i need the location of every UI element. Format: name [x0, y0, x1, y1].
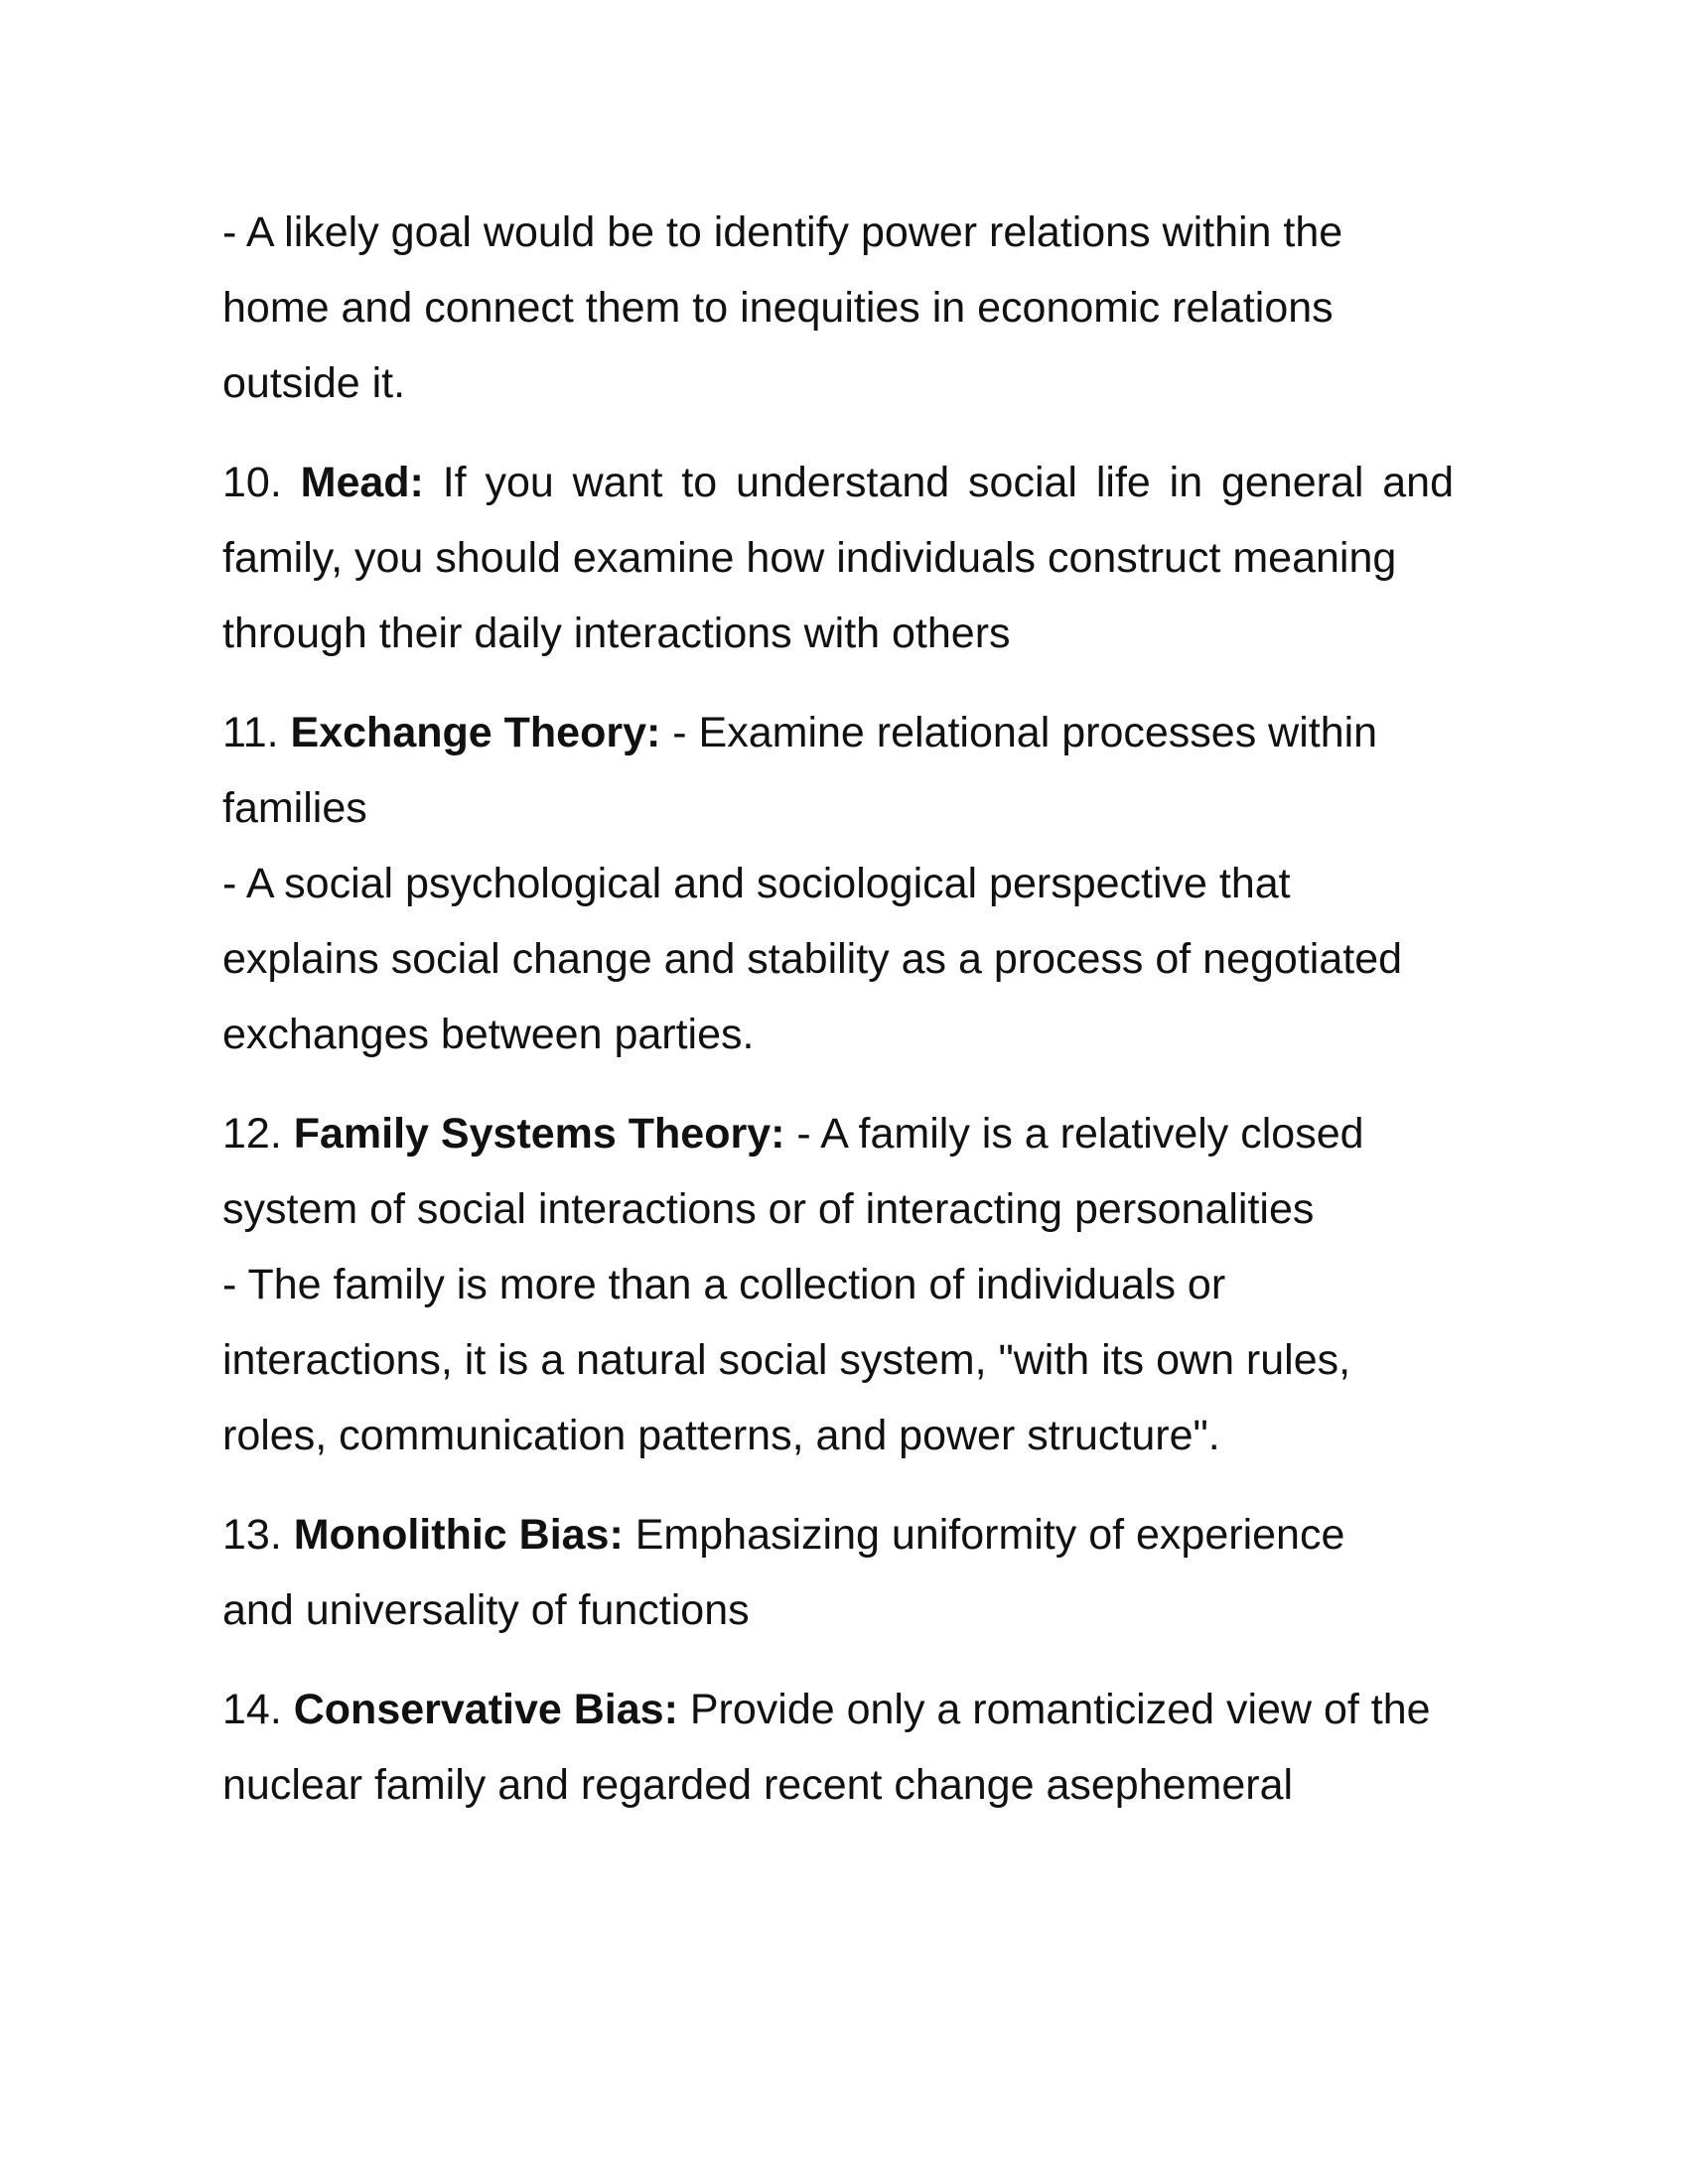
text-line — [222, 1096, 1454, 1171]
text-line — [222, 1497, 1454, 1572]
text-line: home and connect them to inequities in economic relations — [222, 284, 1334, 332]
item-number: 11. — [222, 709, 279, 756]
list-item-11-exchange-theory — [222, 695, 1454, 1072]
list-item-13-monolithic-bias — [222, 1497, 1454, 1648]
item-text: - A family is a relatively closed — [796, 1110, 1364, 1158]
paragraph-power-relations — [222, 195, 1454, 421]
text-line — [222, 1672, 1454, 1747]
item-term: Conservative Bias: — [293, 1686, 678, 1733]
text-line: interactions, it is a natural social system, "with its own rules, — [222, 1336, 1351, 1384]
item-text: Emphasizing uniformity of experience — [634, 1511, 1345, 1559]
text-line: outside it. — [222, 359, 406, 407]
item-term: Monolithic Bias: — [293, 1511, 624, 1559]
list-item-14-conservative-bias — [222, 1672, 1454, 1823]
list-item-10-mead — [222, 445, 1454, 671]
item-term: Mead: — [300, 459, 424, 506]
text-line: system of social interactions or of interacting personalities — [222, 1185, 1315, 1233]
text-line: exchanges between parties. — [222, 1011, 755, 1058]
text-line — [222, 445, 1454, 520]
item-term: Family Systems Theory: — [293, 1110, 785, 1158]
text-line: roles, communication patterns, and power structure". — [222, 1412, 1220, 1459]
item-term: Exchange Theory: — [290, 709, 661, 756]
document-body — [222, 195, 1454, 1823]
item-number: 14. — [222, 1686, 282, 1733]
text-line: nuclear family and regarded recent change asephemeral — [222, 1761, 1294, 1809]
list-item-12-family-systems-theory — [222, 1096, 1454, 1473]
text-line: - A social psychological and sociological perspective that — [222, 860, 1291, 907]
text-line: explains social change and stability as a process of negotiated — [222, 935, 1403, 983]
text-line: family, you should examine how individuals construct meaning — [222, 534, 1397, 582]
text-line: through their daily interactions with others — [222, 610, 1011, 657]
item-number: 12. — [222, 1110, 282, 1158]
item-text: Provide only a romanticized view of the — [689, 1686, 1431, 1733]
item-text: If you want to understand social life in general and — [442, 459, 1455, 506]
text-line — [222, 695, 1454, 770]
text-line: - A likely goal would be to identify power relations within the — [222, 208, 1343, 256]
text-line: - The family is more than a collection of individuals or — [222, 1261, 1226, 1308]
item-number: 13. — [222, 1511, 282, 1559]
item-number: 10. — [222, 459, 282, 506]
item-text: - Examine relational processes within — [672, 709, 1378, 756]
text-line: families — [222, 784, 367, 832]
text-line: and universality of functions — [222, 1586, 750, 1634]
